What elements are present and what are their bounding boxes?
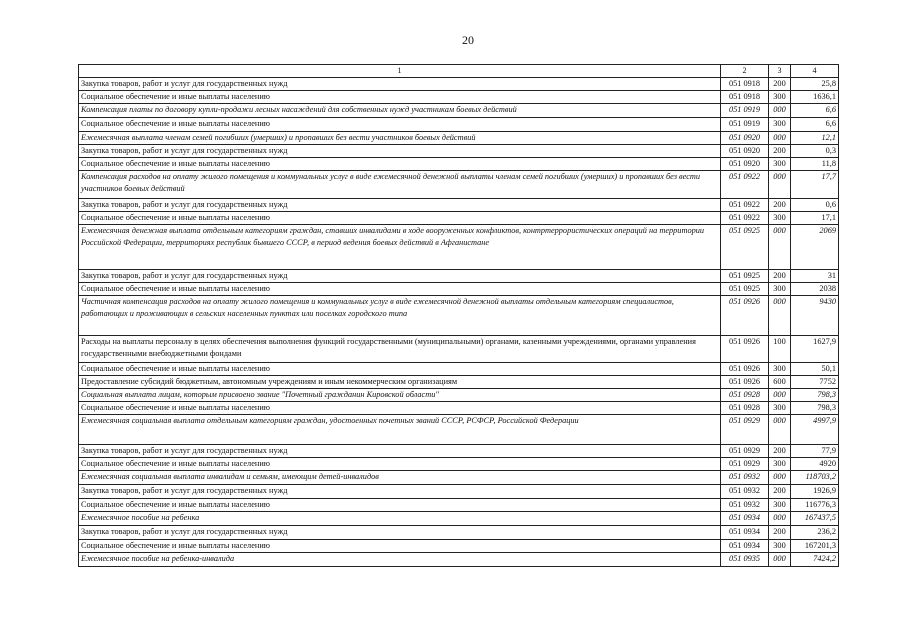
row-amount: 12,1 — [791, 132, 839, 145]
row-code: 051 0929 — [721, 445, 769, 458]
row-code: 051 0922 — [721, 199, 769, 212]
row-type: 300 — [769, 212, 791, 225]
row-code: 051 0925 — [721, 225, 769, 270]
row-type: 000 — [769, 225, 791, 270]
row-name: Закупка товаров, работ и услуг для государственных нужд — [79, 199, 721, 212]
table-row — [79, 212, 839, 225]
row-name: Социальное обеспечение и иные выплаты населению — [79, 91, 721, 104]
row-name: Социальное обеспечение и иные выплаты населению — [79, 402, 721, 415]
row-name: Предоставление субсидий бюджетным, автономным учреждениям и иным некоммерческим организациям — [79, 376, 721, 389]
row-type: 000 — [769, 104, 791, 118]
row-amount: 1926,9 — [791, 485, 839, 499]
row-name: Ежемесячная социальная выплата инвалидам и семьям, имеющим детей-инвалидов — [79, 471, 721, 485]
row-code: 051 0928 — [721, 402, 769, 415]
row-type: 600 — [769, 376, 791, 389]
header-col-3: 3 — [769, 65, 791, 78]
row-name: Закупка товаров, работ и услуг для государственных нужд — [79, 78, 721, 91]
table-row — [79, 526, 839, 540]
table-row — [79, 499, 839, 512]
row-code: 051 0929 — [721, 458, 769, 471]
row-code: 051 0922 — [721, 212, 769, 225]
row-amount: 6,6 — [791, 118, 839, 132]
row-amount: 50,1 — [791, 363, 839, 376]
row-code: 051 0929 — [721, 415, 769, 445]
header-col-2: 2 — [721, 65, 769, 78]
row-amount: 4997,9 — [791, 415, 839, 445]
row-name: Социальное обеспечение и иные выплаты населению — [79, 363, 721, 376]
row-code: 051 0926 — [721, 363, 769, 376]
row-amount: 0,3 — [791, 145, 839, 158]
row-code: 051 0926 — [721, 376, 769, 389]
row-amount: 798,3 — [791, 389, 839, 402]
table-row — [79, 78, 839, 91]
row-name: Закупка товаров, работ и услуг для государственных нужд — [79, 526, 721, 540]
table-row — [79, 471, 839, 485]
row-type: 000 — [769, 512, 791, 526]
row-type: 100 — [769, 336, 791, 363]
row-amount: 118703,2 — [791, 471, 839, 485]
row-code: 051 0932 — [721, 471, 769, 485]
row-code: 051 0922 — [721, 171, 769, 199]
table-row — [79, 91, 839, 104]
table-row — [79, 389, 839, 402]
row-amount: 6,6 — [791, 104, 839, 118]
row-type: 000 — [769, 553, 791, 567]
row-code: 051 0918 — [721, 78, 769, 91]
row-name: Социальное обеспечение и иные выплаты населению — [79, 212, 721, 225]
row-name: Закупка товаров, работ и услуг для государственных нужд — [79, 485, 721, 499]
table-row — [79, 296, 839, 336]
row-name: Ежемесячное пособие на ребенка-инвалида — [79, 553, 721, 567]
row-code: 051 0926 — [721, 336, 769, 363]
row-name: Ежемесячная выплата членам семей погибших (умерших) и пропавших без вести участников боевых действий — [79, 132, 721, 145]
row-type: 300 — [769, 402, 791, 415]
row-type: 300 — [769, 363, 791, 376]
row-type: 300 — [769, 91, 791, 104]
row-code: 051 0932 — [721, 485, 769, 499]
row-amount: 1636,1 — [791, 91, 839, 104]
row-name: Социальное обеспечение и иные выплаты населению — [79, 158, 721, 171]
row-name: Закупка товаров, работ и услуг для государственных нужд — [79, 445, 721, 458]
row-name: Социальное обеспечение и иные выплаты населению — [79, 540, 721, 553]
table-row — [79, 415, 839, 445]
row-type: 000 — [769, 471, 791, 485]
row-code: 051 0926 — [721, 296, 769, 336]
row-name: Социальная выплата лицам, которым присвоено звание "Почетный гражданин Кировской области" — [79, 389, 721, 402]
table-row — [79, 336, 839, 363]
row-name: Социальное обеспечение и иные выплаты населению — [79, 499, 721, 512]
row-amount: 11,8 — [791, 158, 839, 171]
table-row — [79, 145, 839, 158]
row-code: 051 0920 — [721, 132, 769, 145]
table-row — [79, 553, 839, 567]
row-name: Расходы на выплаты персоналу в целях обеспечения выполнения функций государственными (муниципальными) органами, казенными учреждениями, органами управления государственными внебюджетными фондами — [79, 336, 721, 363]
row-type: 000 — [769, 389, 791, 402]
table-row — [79, 402, 839, 415]
row-amount: 1627,9 — [791, 336, 839, 363]
page-number: 20 — [462, 33, 474, 47]
table-row — [79, 376, 839, 389]
row-type: 000 — [769, 415, 791, 445]
row-amount: 798,3 — [791, 402, 839, 415]
row-name: Закупка товаров, работ и услуг для государственных нужд — [79, 145, 721, 158]
row-type: 200 — [769, 526, 791, 540]
table-row — [79, 104, 839, 118]
row-type: 000 — [769, 296, 791, 336]
row-name: Частичная компенсация расходов на оплату жилого помещения и коммунальных услуг в виде ежемесячной денежной выплаты отдельным категориям специалистов, работающих и проживающих в сельских населенных пунктах или поселках городского типа — [79, 296, 721, 336]
row-name: Компенсация платы по договору купли-продажи лесных насаждений для собственных нужд участникам боевых действий — [79, 104, 721, 118]
row-type: 300 — [769, 118, 791, 132]
row-type: 200 — [769, 445, 791, 458]
row-amount: 0,6 — [791, 199, 839, 212]
table-row — [79, 118, 839, 132]
row-code: 051 0934 — [721, 540, 769, 553]
row-amount: 2069 — [791, 225, 839, 270]
row-code: 051 0925 — [721, 270, 769, 283]
row-code: 051 0935 — [721, 553, 769, 567]
row-amount: 17,1 — [791, 212, 839, 225]
row-type: 300 — [769, 283, 791, 296]
row-amount: 167201,3 — [791, 540, 839, 553]
row-type: 000 — [769, 171, 791, 199]
row-name: Ежемесячная социальная выплата отдельным категориям граждан, удостоенных почетных званий СССР, РСФСР, Российской Федерации — [79, 415, 721, 445]
table-row — [79, 132, 839, 145]
row-type: 200 — [769, 78, 791, 91]
table-row — [79, 171, 839, 199]
header-col-1: 1 — [79, 65, 721, 78]
row-code: 051 0928 — [721, 389, 769, 402]
budget-table — [78, 64, 839, 567]
row-name: Социальное обеспечение и иные выплаты населению — [79, 118, 721, 132]
row-type: 200 — [769, 199, 791, 212]
row-amount: 9430 — [791, 296, 839, 336]
row-amount: 7424,2 — [791, 553, 839, 567]
row-amount: 167437,5 — [791, 512, 839, 526]
row-code: 051 0918 — [721, 91, 769, 104]
row-code: 051 0919 — [721, 118, 769, 132]
row-type: 200 — [769, 485, 791, 499]
row-type: 200 — [769, 270, 791, 283]
row-code: 051 0920 — [721, 158, 769, 171]
row-amount: 77,9 — [791, 445, 839, 458]
table-row — [79, 199, 839, 212]
table-row — [79, 540, 839, 553]
table-row — [79, 485, 839, 499]
row-name: Ежемесячная денежная выплата отдельным категориям граждан, ставших инвалидами в ходе вооруженных конфликтов, контртеррористических операций на территории Российской Федерации, территориях республик бывшего СССР, в период ведения боевых действий в Афганистане — [79, 225, 721, 270]
header-col-4: 4 — [791, 65, 839, 78]
table-row — [79, 458, 839, 471]
row-name: Ежемесячное пособие на ребенка — [79, 512, 721, 526]
row-name: Закупка товаров, работ и услуг для государственных нужд — [79, 270, 721, 283]
table-row — [79, 158, 839, 171]
row-code: 051 0919 — [721, 104, 769, 118]
row-name: Компенсация расходов на оплату жилого помещения и коммунальных услуг в виде ежемесячной денежной выплаты членам семей погибших (умерших) и пропавших без вести участников боевых действий — [79, 171, 721, 199]
row-code: 051 0934 — [721, 512, 769, 526]
row-name: Социальное обеспечение и иные выплаты населению — [79, 458, 721, 471]
row-amount: 236,2 — [791, 526, 839, 540]
row-type: 300 — [769, 499, 791, 512]
row-amount: 4920 — [791, 458, 839, 471]
row-amount: 2038 — [791, 283, 839, 296]
row-type: 200 — [769, 145, 791, 158]
table-row — [79, 512, 839, 526]
table-row — [79, 445, 839, 458]
row-code: 051 0932 — [721, 499, 769, 512]
row-type: 300 — [769, 540, 791, 553]
row-amount: 31 — [791, 270, 839, 283]
row-code: 051 0934 — [721, 526, 769, 540]
table-row — [79, 363, 839, 376]
row-amount: 17,7 — [791, 171, 839, 199]
table-row — [79, 225, 839, 270]
row-amount: 25,8 — [791, 78, 839, 91]
row-amount: 7752 — [791, 376, 839, 389]
row-type: 300 — [769, 158, 791, 171]
row-amount: 116776,3 — [791, 499, 839, 512]
table-header-row — [79, 65, 839, 78]
row-type: 000 — [769, 132, 791, 145]
row-code: 051 0920 — [721, 145, 769, 158]
table-row — [79, 270, 839, 283]
row-type: 300 — [769, 458, 791, 471]
row-name: Социальное обеспечение и иные выплаты населению — [79, 283, 721, 296]
row-code: 051 0925 — [721, 283, 769, 296]
table-row — [79, 283, 839, 296]
